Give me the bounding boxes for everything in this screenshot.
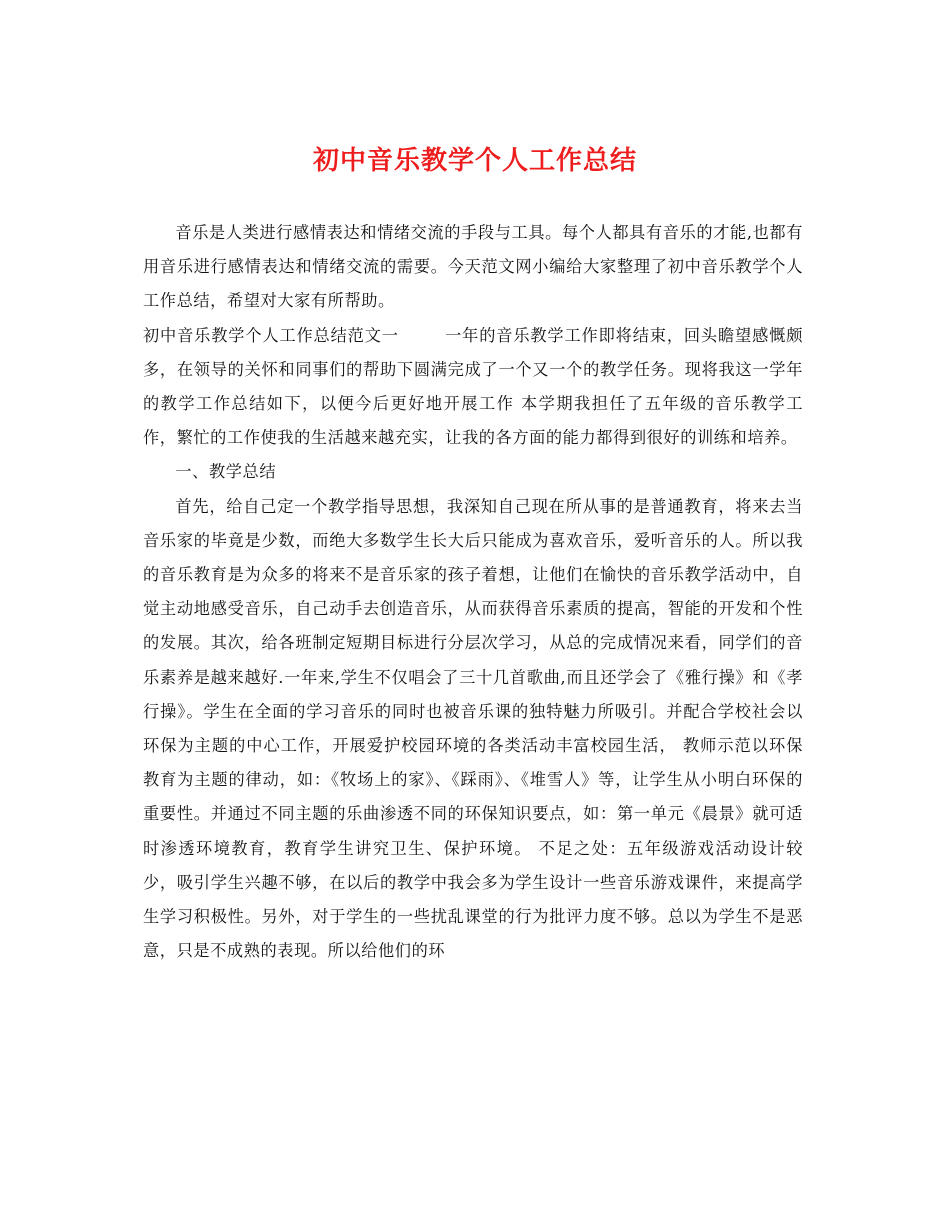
document-body bbox=[143, 216, 803, 968]
sample-heading: 初中音乐教学个人工作总结范文一 bbox=[143, 325, 399, 345]
section-body: 首先，给自己定一个教学指导思想，我深知自己现在所从事的是普通教育，将来去当音乐家的毕竟是少数，而绝大多数学生长大后只能成为喜欢音乐，爱听音乐的人。所以我的音乐教育是为众多的将来不是音乐家的孩子着想，让他们在愉快的音乐教学活动中，自觉主动地感受音乐，自己动手去创造音乐，从而获得音乐素质的提高，智能的开发和个性的发展。其次，给各班制定短期目标进行分层次学习，从总的完成情况来看，同学们的音乐素养是越来越好.一年来,学生不仅唱会了三十几首歌曲,而且还学会了《雅行操》和《孝行操》。学生在全面的学习音乐的同时也被音乐课的独特魅力所吸引。并配合学校社会以环保为主题的中心工作，开展爱护校园环境的各类活动丰富校园生活， 教师示范以环保教育为主题的律动，如：《牧场上的家》、《踩雨》、《堆雪人》等，让学生从小明白环保的重要性。并通过不同主题的乐曲渗透不同的环保知识要点，如：第一单元《晨景》就可适时渗透环境教育，教育学生讲究卫生、保护环境。 不足之处：五年级游戏活动设计较少，吸引学生兴趣不够，在以后的教学中我会多为学生设计一些音乐游戏课件，来提高学生学习积极性。另外，对于学生的一些扰乱课堂的行为批评力度不够。总以为学生不是恶意，只是不成熟的表现。所以给他们的环 bbox=[143, 496, 803, 961]
sample-opening: 一年的音乐教学工作即将结束，回头瞻望感慨颇多，在领导的关怀和同事们的帮助下圆满完成了一个又一个的教学任务。现将我这一学年的教学工作总结如下，以便今后更好地开展工作 本学期我担任了五年级的音乐教学工作，繁忙的工作使我的生活越来越充实，让我的各方面的能力都得到很好的训练和培养。 bbox=[143, 325, 803, 448]
document-title: 初中音乐教学个人工作总结 bbox=[312, 146, 637, 176]
sample-paragraph bbox=[143, 319, 803, 456]
section-heading: 一、教学总结 bbox=[175, 462, 277, 482]
intro-paragraph: 音乐是人类进行感情表达和情绪交流的手段与工具。每个人都具有音乐的才能,也都有用音乐进行感情表达和情绪交流的需要。今天范文网小编给大家整理了初中音乐教学个人工作总结，希望对大家有所帮助。 bbox=[143, 223, 803, 311]
